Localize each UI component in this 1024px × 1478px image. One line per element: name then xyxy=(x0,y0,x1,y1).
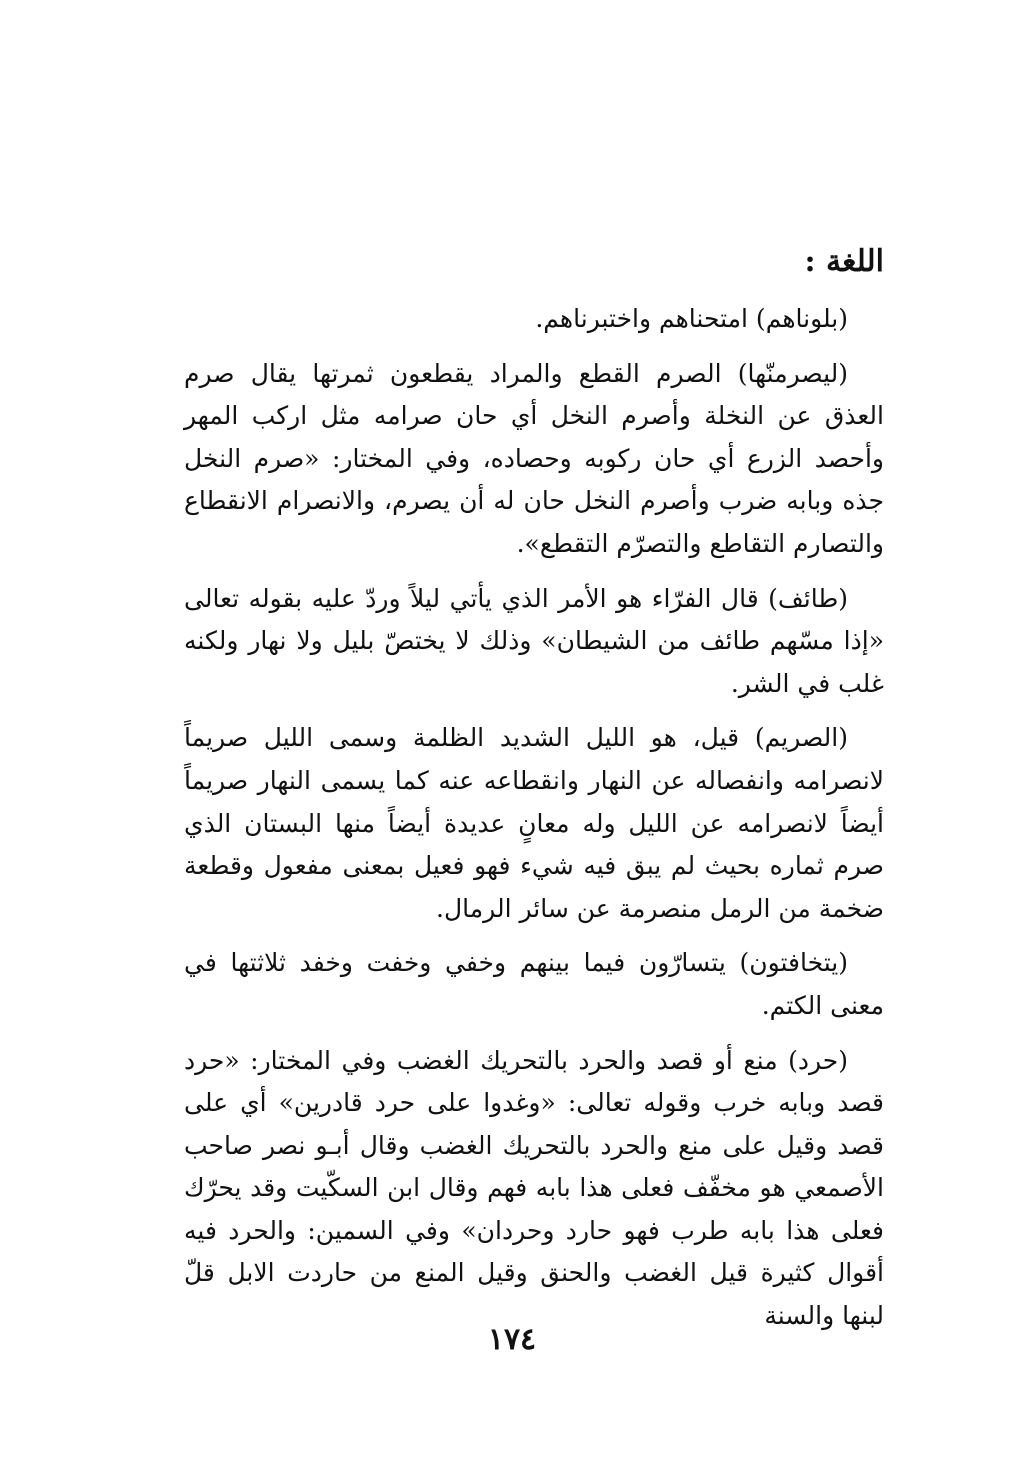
paragraph-hard xyxy=(184,1040,884,1338)
paragraph-assarim xyxy=(184,717,884,930)
paragraph-text: (حرد) منع أو قصد والحرد بالتحريك الغضب وفي المختار: «حرد قصد وبابه خرب وقوله تعالى: «وغدوا على حرد قادرين» أي على قصد وقيل على منع والحرد بالتحريك الغضب وقال أبـو نصر صاحب الأصمعي هو مخفّف فعلى هذا بابه فهم وقال ابن السكّيت وقد يحرّك فعلى هذا بابه طرب فهو حارد وحردان» وفي السمين: والحرد فيه أقوال كثيرة قيل الغضب والحنق وقيل المنع من حاردت الابل قلّ لبنها والسنة xyxy=(184,1045,884,1331)
page-number: ١٧٤ xyxy=(487,1322,537,1357)
paragraph-text: (يتخافتون) يتسارّون فيما بينهم وخفي وخفت وخفد ثلاثتها في معنى الكتم. xyxy=(184,948,884,1020)
paragraph-text: (بلوناهم) امتحناهم واختبرناهم. xyxy=(535,304,848,333)
paragraph-balawnahum xyxy=(184,298,884,341)
paragraph-text: (الصريم) قيل، هو الليل الشديد الظلمة وسمى الليل صريماً لانصرامه وانفصاله عن النهار وانقطاعه عنه كما يسمى النهار صريماً أيضاً لانصرامه عن الليل وله معانٍ عديدة أيضاً منها البستان الذي صرم ثماره بحيث لم يبق فيه شيء فهو فعيل بمعنى مفعول وقطعة ضخمة من الرمل منصرمة عن سائر الرمال. xyxy=(184,723,884,923)
paragraph-yatakhafatun xyxy=(184,942,884,1027)
paragraph-layasrimunnaha xyxy=(184,353,884,566)
section-heading: اللغة : xyxy=(804,244,884,279)
paragraph-text: (ليصرمنّها) الصرم القطع والمراد يقطعون ثمرتها يقال صرم العذق عن النخلة وأصرم النخل أي حان صرامه مثل اركب المهر وأحصد الزرع أي حان ركوبه وحصاده، وفي المختار: «صرم النخل جذه وبابه ضرب وأصرم النخل حان له أن يصرم، والانصرام الانقطاع والتصارم التقاطع والتصرّم التقطع». xyxy=(184,358,884,558)
page-body xyxy=(184,240,884,1350)
paragraph-taif xyxy=(184,578,884,706)
paragraph-text: (طائف) قال الفرّاء هو الأمر الذي يأتي ليلاً وردّ عليه بقوله تعالى «إذا مسّهم طائف من الشيطان» وذلك لا يختصّ بليل ولا نهار ولكنه غلب في الشر. xyxy=(184,583,884,698)
